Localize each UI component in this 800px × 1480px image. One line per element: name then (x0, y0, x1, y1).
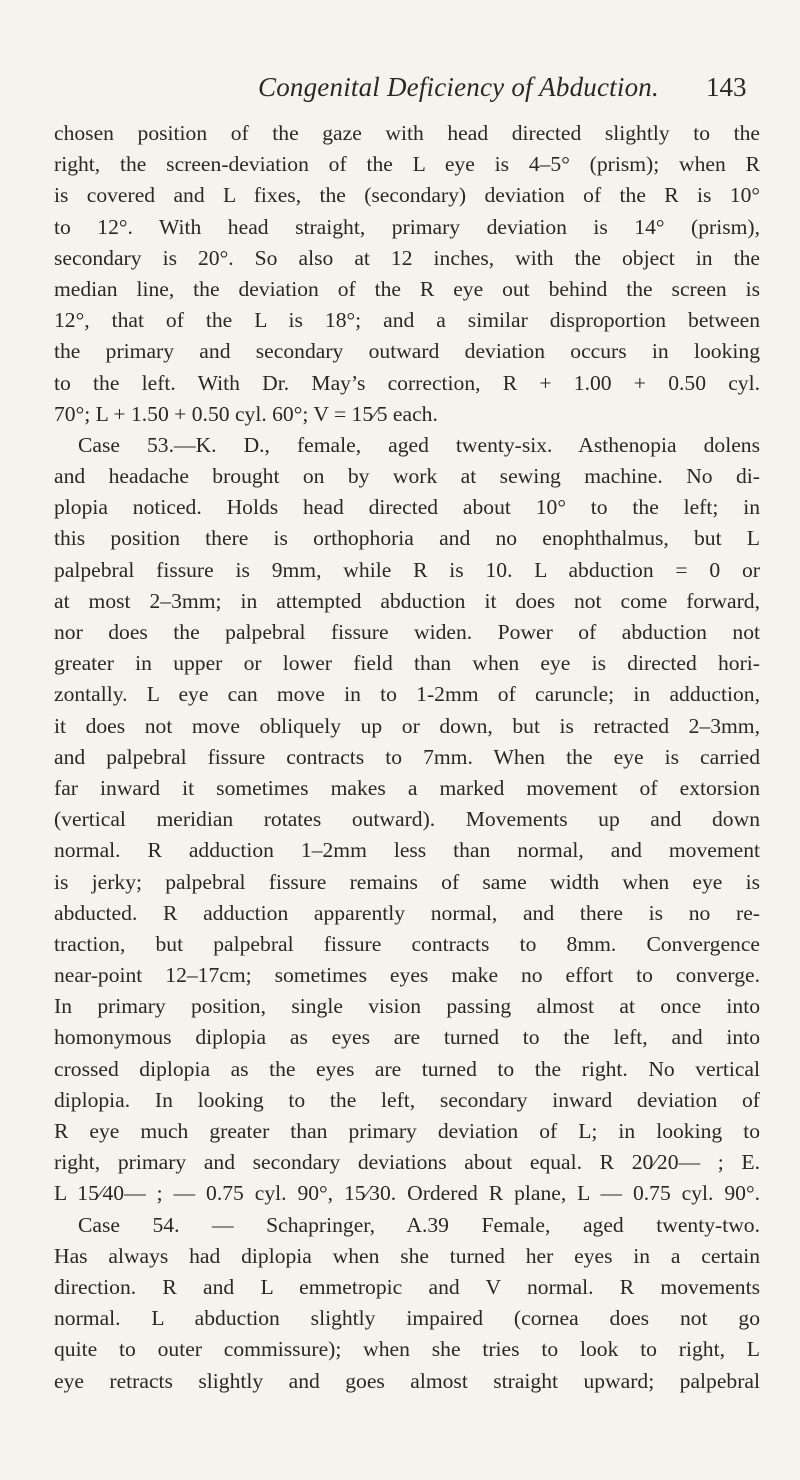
text-line: to the left. With Dr. May’s correction, R + 1.00 + 0.50 cyl. (54, 370, 760, 395)
text-line: (vertical meridian rotates outward). Movements up and down (54, 807, 760, 832)
text-line: abducted. R adduction apparently normal, and there is no re- (54, 900, 760, 925)
text-line: greater in upper or lower field than when eye is directed hori- (54, 651, 760, 676)
case-54-heading-line: Case 54. — Schapringer, A.39 Female, aged twenty-two. (78, 1212, 760, 1237)
text-line: right, the screen-deviation of the L eye is 4–5° (prism); when R (54, 152, 760, 177)
text-line: normal. L abduction slightly impaired (cornea does not go (54, 1306, 760, 1331)
case-53-heading-line: Case 53.—K. D., female, aged twenty-six. Asthenopia dolens (78, 432, 760, 457)
text-line: diplopia. In looking to the left, secondary inward deviation of (54, 1087, 760, 1112)
text-line: eye retracts slightly and goes almost straight upward; palpebral (54, 1368, 760, 1393)
text-line: palpebral fissure is 9mm, while R is 10. L abduction = 0 or (54, 557, 760, 582)
body-text (54, 118, 760, 1397)
text-line: normal. R adduction 1–2mm less than normal, and movement (54, 838, 760, 863)
text-line: it does not move obliquely up or down, but is retracted 2–3mm, (54, 713, 760, 738)
text-line: secondary is 20°. So also at 12 inches, with the object in the (54, 245, 760, 270)
text-line: traction, but palpebral fissure contracts to 8mm. Convergence (54, 931, 760, 956)
text-line: plopia noticed. Holds head directed about 10° to the left; in (54, 495, 760, 520)
text-line: this position there is orthophoria and no enophthalmus, but L (54, 526, 760, 551)
text-line: the primary and secondary outward deviation occurs in looking (54, 339, 760, 364)
running-head (0, 72, 800, 112)
text-line: at most 2–3mm; in attempted abduction it does not come forward, (54, 588, 760, 613)
text-line: L 15⁄40— ; — 0.75 cyl. 90°, 15⁄30. Ordered R plane, L — 0.75 cyl. 90°. (54, 1181, 760, 1206)
text-line: is covered and L fixes, the (secondary) deviation of the R is 10° (54, 183, 760, 208)
text-line: direction. R and L emmetropic and V normal. R movements (54, 1274, 760, 1299)
text-line: R eye much greater than primary deviation of L; in looking to (54, 1119, 760, 1143)
text-line: near-point 12–17cm; sometimes eyes make no effort to converge. (54, 963, 760, 988)
text-line: far inward it sometimes makes a marked movement of extorsion (54, 775, 760, 800)
text-line: In primary position, single vision passing almost at once into (54, 994, 760, 1019)
text-line: is jerky; palpebral fissure remains of same width when eye is (54, 869, 760, 894)
text-line: homonymous diplopia as eyes are turned to the left, and into (54, 1025, 760, 1050)
text-line: quite to outer commissure); when she tries to look to right, L (54, 1337, 760, 1362)
text-line: and palpebral fissure contracts to 7mm. When the eye is carried (54, 744, 760, 769)
text-line: chosen position of the gaze with head directed slightly to the (54, 121, 760, 145)
text-line: and headache brought on by work at sewing machine. No di- (54, 464, 760, 489)
text-line: median line, the deviation of the R eye out behind the screen is (54, 276, 760, 301)
text-line: Has always had diplopia when she turned her eyes in a certain (54, 1243, 760, 1268)
text-line: to 12°. With head straight, primary deviation is 14° (prism), (54, 214, 760, 239)
page-number: 143 (706, 72, 747, 102)
running-title: Congenital Deficiency of Abduction. (258, 72, 659, 102)
text-line: 12°, that of the L is 18°; and a similar disproportion between (54, 308, 760, 333)
text-line: nor does the palpebral fissure widen. Power of abduction not (54, 620, 760, 644)
text-line: 70°; L + 1.50 + 0.50 cyl. 60°; V = 15⁄5 each. (54, 401, 438, 426)
text-line: right, primary and secondary deviations about equal. R 20⁄20— ; E. (54, 1150, 760, 1175)
text-line: zontally. L eye can move in to 1-2mm of caruncle; in adduction, (54, 682, 760, 707)
text-line: crossed diplopia as the eyes are turned to the right. No vertical (54, 1056, 760, 1081)
